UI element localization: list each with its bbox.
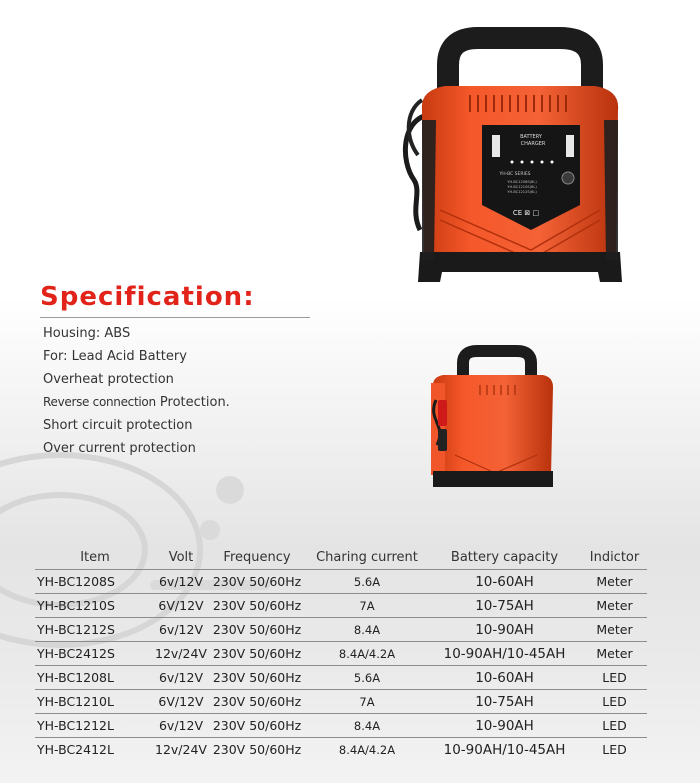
table-row (35, 618, 647, 642)
panel-label-line1: BATTERY (520, 134, 542, 140)
table-body (35, 570, 647, 762)
frequency-cell: 230V 50/60Hz (207, 642, 307, 666)
model-cell: YH-BC1208L (35, 666, 155, 690)
table-row (35, 714, 647, 738)
spec-item-overheat: Overheat protection (43, 372, 174, 387)
model-cell: YH-BC2412L (35, 738, 155, 762)
indicator-cell: Meter (582, 570, 647, 594)
table-row (35, 594, 647, 618)
current-cell: 8.4A (307, 714, 427, 738)
reverse-connection-suffix: Protection. (155, 395, 230, 410)
volt-cell: 6v/12V (155, 618, 207, 642)
indicator-cell: LED (582, 666, 647, 690)
header-item: Item (80, 549, 110, 565)
volt-cell: 6v/12V (155, 666, 207, 690)
capacity-cell: 10-75AH (427, 690, 582, 714)
table-row (35, 690, 647, 714)
volt-cell: 6v/12V (155, 570, 207, 594)
current-cell: 7A (307, 594, 427, 618)
frequency-cell: 230V 50/60Hz (207, 618, 307, 642)
spec-item-over-current: Over current protection (43, 441, 196, 456)
header-battery-capacity: Battery capacity (450, 549, 559, 565)
reverse-connection-term: Reverse connection (43, 395, 156, 409)
current-cell: 5.6A (307, 666, 427, 690)
capacity-cell: 10-90AH (427, 618, 582, 642)
indicator-cell: Meter (582, 618, 647, 642)
header-volt: Volt (168, 549, 194, 565)
model-cell: YH-BC1212L (35, 714, 155, 738)
table-header-row (35, 545, 647, 570)
current-cell: 7A (307, 690, 427, 714)
volt-cell: 12v/24V (155, 738, 207, 762)
ce-mark-icon: CE ⊠ □ (512, 209, 540, 217)
spec-item-battery-type: For: Lead Acid Battery (43, 349, 187, 364)
table-row (35, 738, 647, 762)
model-cell: YH-BC2412S (35, 642, 155, 666)
panel-model-3: YH-BC1212S(6L) (507, 190, 537, 194)
capacity-cell: 10-60AH (427, 570, 582, 594)
volt-cell: 12v/24V (155, 642, 207, 666)
current-cell: 8.4A (307, 618, 427, 642)
spec-item-reverse-connection (43, 391, 230, 414)
current-cell: 5.6A (307, 570, 427, 594)
frequency-cell: 230V 50/60Hz (207, 690, 307, 714)
volt-cell: 6v/12V (155, 714, 207, 738)
header-charging-current: Charing current (316, 549, 418, 565)
specification-list (43, 322, 230, 460)
panel-model-2: YH-BC1210S(6L) (507, 185, 537, 189)
frequency-cell: 230V 50/60Hz (207, 570, 307, 594)
header-indicator: Indictor (589, 549, 640, 565)
battery-charger-photo-large (400, 20, 640, 290)
header-frequency: Frequency (223, 549, 291, 565)
indicator-cell: Meter (582, 594, 647, 618)
table-row (35, 570, 647, 594)
panel-model-1: YH-BC1208S(6L) (507, 180, 537, 184)
capacity-cell: 10-60AH (427, 666, 582, 690)
current-cell: 8.4A/4.2A (307, 642, 427, 666)
volt-cell: 6V/12V (155, 690, 207, 714)
model-cell: YH-BC1210L (35, 690, 155, 714)
indicator-cell: LED (582, 738, 647, 762)
title-divider (40, 317, 310, 318)
panel-series-label: YH-BC SERIES (499, 172, 531, 177)
indicator-cell: LED (582, 714, 647, 738)
frequency-cell: 230V 50/60Hz (207, 714, 307, 738)
capacity-cell: 10-90AH (427, 714, 582, 738)
frequency-cell: 230V 50/60Hz (207, 666, 307, 690)
spec-item-housing: Housing: ABS (43, 326, 131, 341)
current-cell: 8.4A/4.2A (307, 738, 427, 762)
capacity-cell: 10-90AH/10-45AH (427, 738, 582, 762)
model-cell: YH-BC1212S (35, 618, 155, 642)
indicator-cell: Meter (582, 642, 647, 666)
model-cell: YH-BC1208S (35, 570, 155, 594)
model-spec-table (35, 545, 647, 761)
battery-charger-photo-small (425, 345, 560, 495)
indicator-cell: LED (582, 690, 647, 714)
panel-label-line2: CHARGER (520, 141, 546, 147)
table-row (35, 666, 647, 690)
capacity-cell: 10-75AH (427, 594, 582, 618)
frequency-cell: 230V 50/60Hz (207, 738, 307, 762)
model-cell: YH-BC1210S (35, 594, 155, 618)
spec-item-short-circuit: Short circuit protection (43, 418, 193, 433)
volt-cell: 6V/12V (155, 594, 207, 618)
specification-title: Specification: (40, 282, 255, 312)
capacity-cell: 10-90AH/10-45AH (427, 642, 582, 666)
frequency-cell: 230V 50/60Hz (207, 594, 307, 618)
table-row (35, 642, 647, 666)
